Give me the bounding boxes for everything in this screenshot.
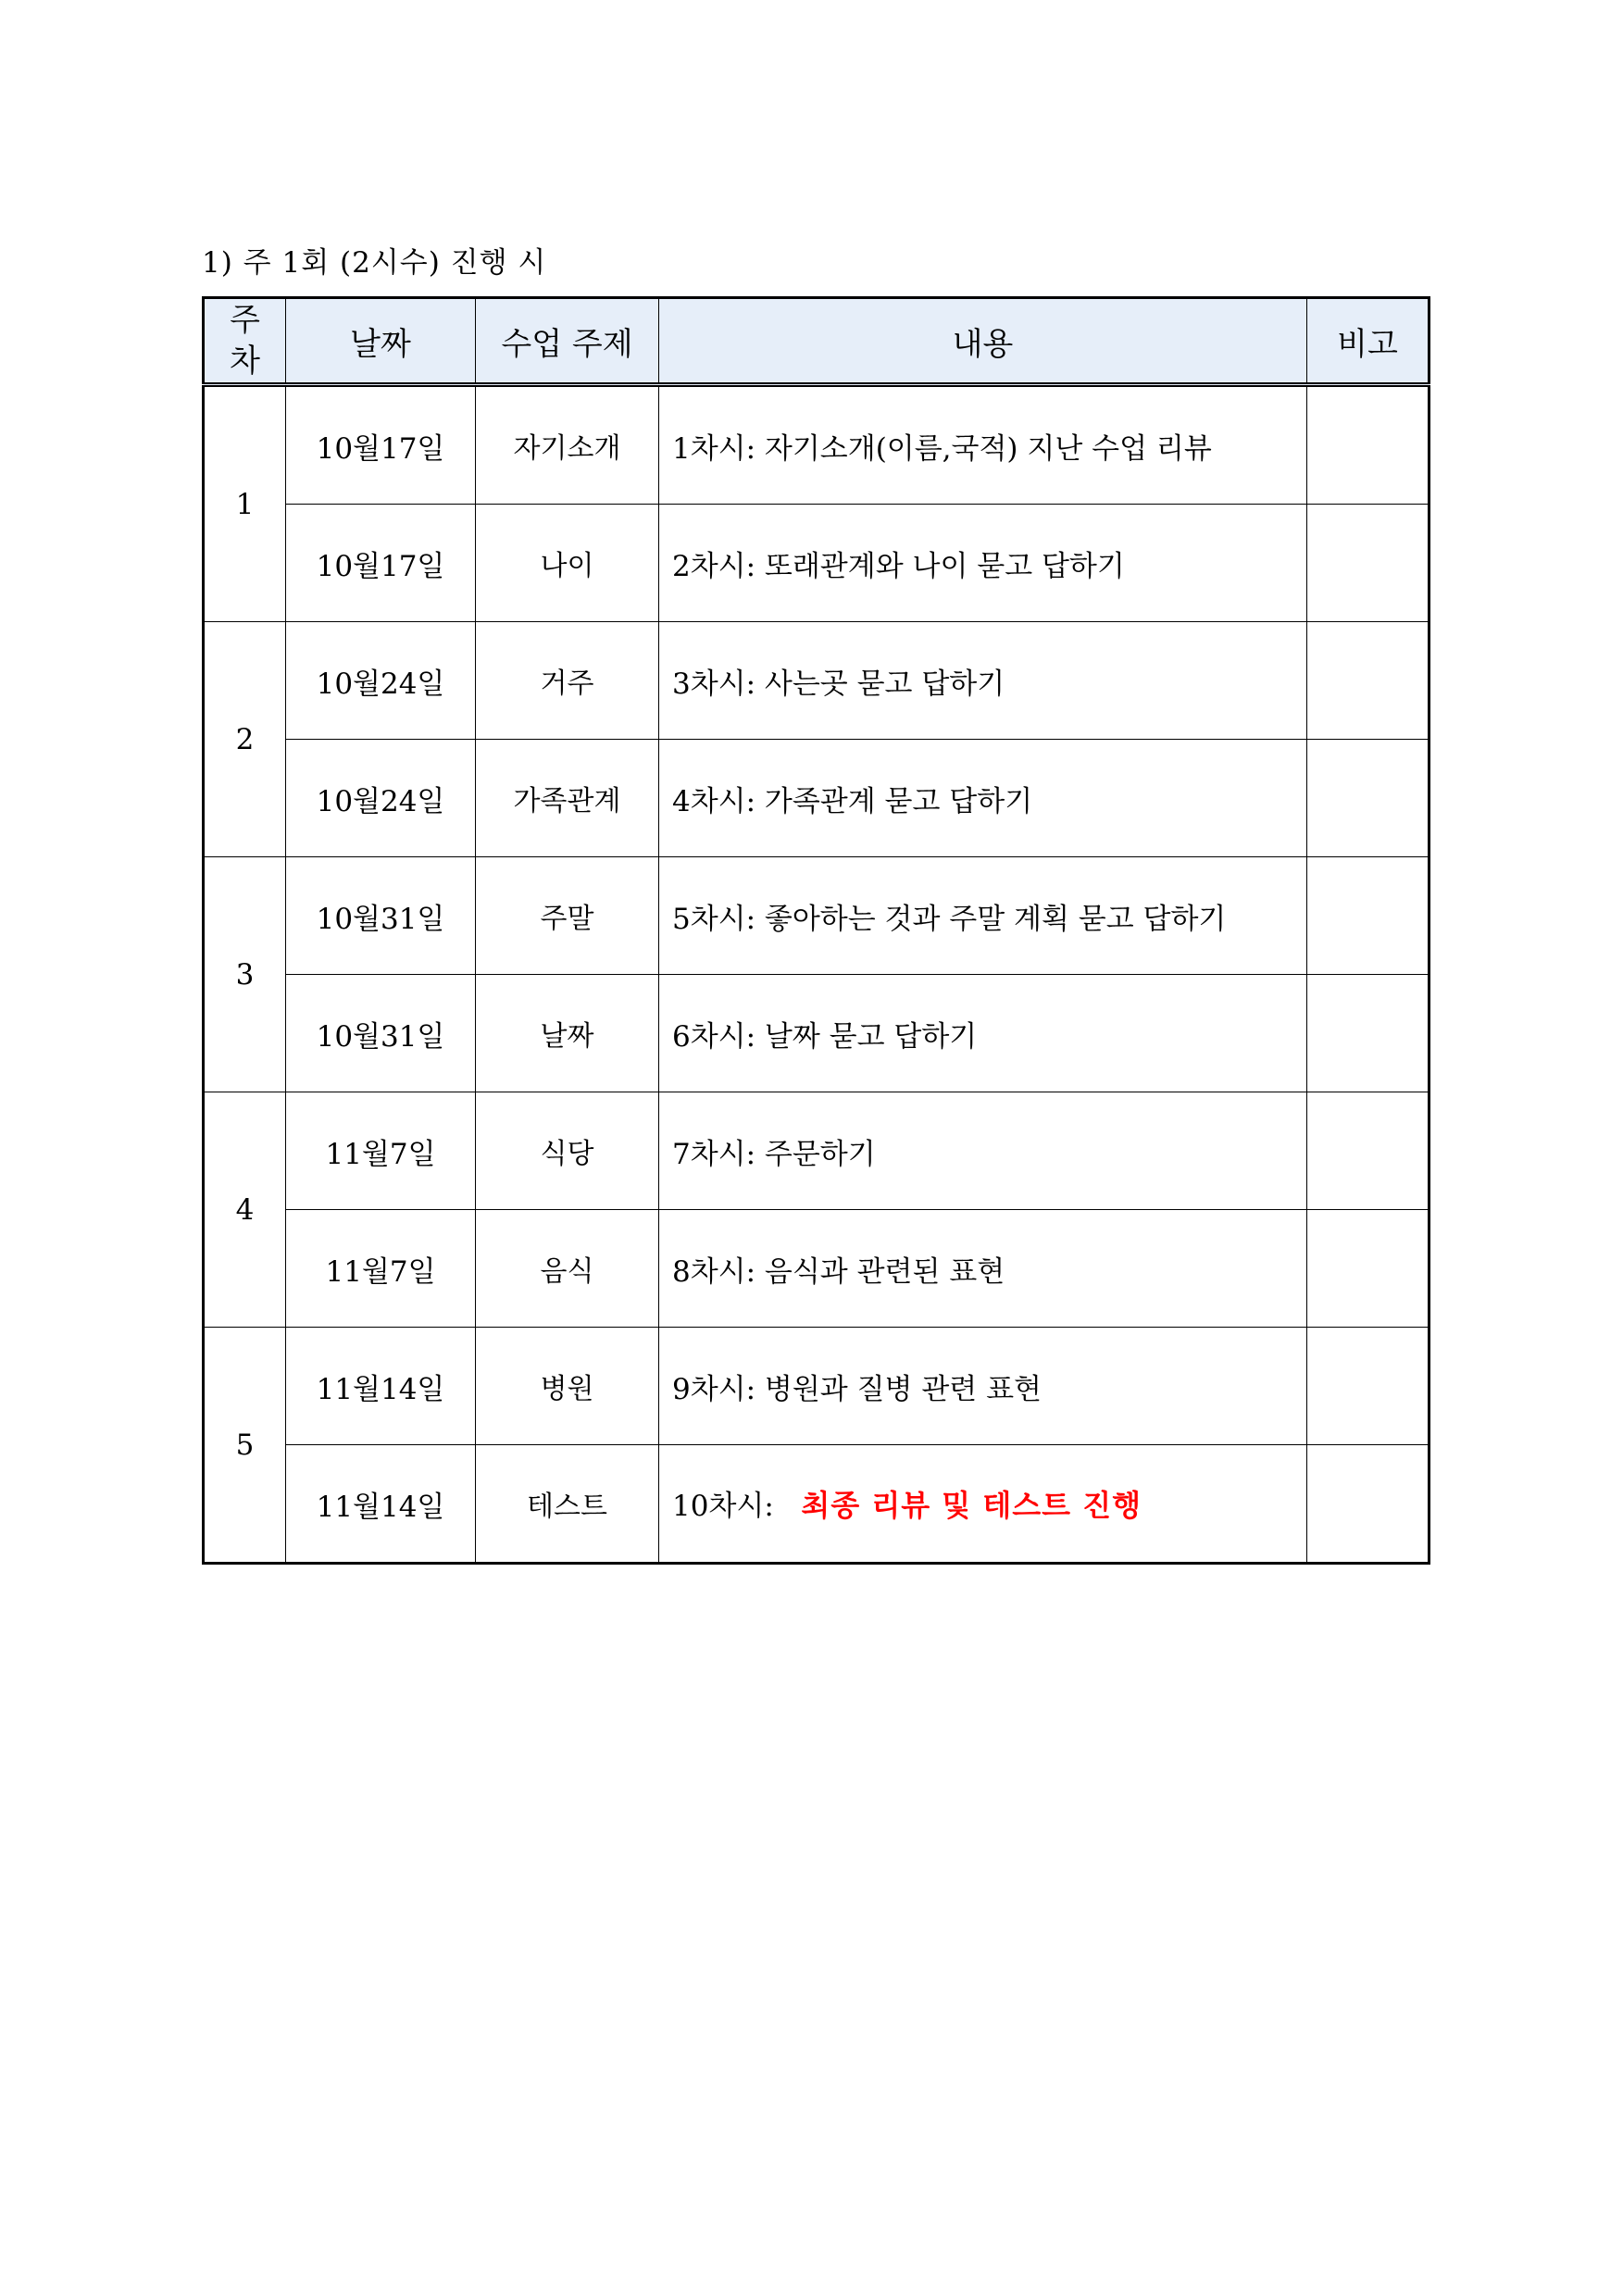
session-date: 11월7일 (286, 1210, 476, 1328)
session-content: 5차시: 좋아하는 것과 주말 계획 묻고 답하기 (659, 857, 1307, 975)
session-date: 10월17일 (286, 505, 476, 622)
table-row (204, 857, 1429, 975)
schedule-table (202, 296, 1430, 1565)
header-note: 비고 (1307, 298, 1429, 385)
session-content: 2차시: 또래관계와 나이 묻고 답하기 (659, 505, 1307, 622)
week-number: 1 (204, 385, 286, 622)
session-topic: 음식 (476, 1210, 659, 1328)
session-note (1307, 857, 1429, 975)
session-date: 11월14일 (286, 1328, 476, 1445)
table-row (204, 975, 1429, 1092)
table-row (204, 1328, 1429, 1445)
session-topic: 테스트 (476, 1445, 659, 1564)
session-note (1307, 975, 1429, 1092)
header-row (204, 298, 1429, 385)
table-row (204, 1210, 1429, 1328)
table-row (204, 1092, 1429, 1210)
week-number: 4 (204, 1092, 286, 1328)
session-topic: 나이 (476, 505, 659, 622)
table-row (204, 385, 1429, 505)
header-date: 날짜 (286, 298, 476, 385)
session-content: 1차시: 자기소개(이름,국적) 지난 수업 리뷰 (659, 385, 1307, 505)
header-week-line1: 주 (230, 302, 260, 339)
session-note (1307, 1328, 1429, 1445)
session-topic: 가족관계 (476, 740, 659, 857)
session-note (1307, 385, 1429, 505)
session-note (1307, 622, 1429, 740)
session-note (1307, 740, 1429, 857)
session-date: 10월17일 (286, 385, 476, 505)
table-row (204, 740, 1429, 857)
session-topic: 날짜 (476, 975, 659, 1092)
session-date: 11월7일 (286, 1092, 476, 1210)
session-topic: 거주 (476, 622, 659, 740)
session-content: 6차시: 날짜 묻고 답하기 (659, 975, 1307, 1092)
section-title: 1) 주 1회 (2시수) 진행 시 (202, 246, 547, 280)
session-content: 7차시: 주문하기 (659, 1092, 1307, 1210)
session-content: 8차시: 음식과 관련된 표현 (659, 1210, 1307, 1328)
header-week-line2: 차 (230, 343, 260, 380)
session-note (1307, 1210, 1429, 1328)
session-content (659, 1445, 1307, 1564)
session-content: 4차시: 가족관계 묻고 답하기 (659, 740, 1307, 857)
week-number: 3 (204, 857, 286, 1092)
session-content: 9차시: 병원과 질병 관련 표현 (659, 1328, 1307, 1445)
session-topic: 자기소개 (476, 385, 659, 505)
session-note (1307, 1445, 1429, 1564)
week-number: 5 (204, 1328, 286, 1564)
week-number: 2 (204, 622, 286, 857)
session-topic: 식당 (476, 1092, 659, 1210)
session-date: 11월14일 (286, 1445, 476, 1564)
header-content: 내용 (659, 298, 1307, 385)
header-topic: 수업 주제 (476, 298, 659, 385)
content-prefix: 10차시: (672, 1490, 774, 1523)
session-date: 10월24일 (286, 622, 476, 740)
table-row (204, 505, 1429, 622)
session-date: 10월31일 (286, 975, 476, 1092)
session-note (1307, 505, 1429, 622)
session-date: 10월24일 (286, 740, 476, 857)
highlighted-final-review-text: 최종 리뷰 및 테스트 진행 (801, 1488, 1142, 1523)
table-row (204, 1445, 1429, 1564)
session-content: 3차시: 사는곳 묻고 답하기 (659, 622, 1307, 740)
header-week (204, 298, 286, 385)
session-note (1307, 1092, 1429, 1210)
table-row (204, 622, 1429, 740)
session-topic: 병원 (476, 1328, 659, 1445)
session-date: 10월31일 (286, 857, 476, 975)
session-topic: 주말 (476, 857, 659, 975)
